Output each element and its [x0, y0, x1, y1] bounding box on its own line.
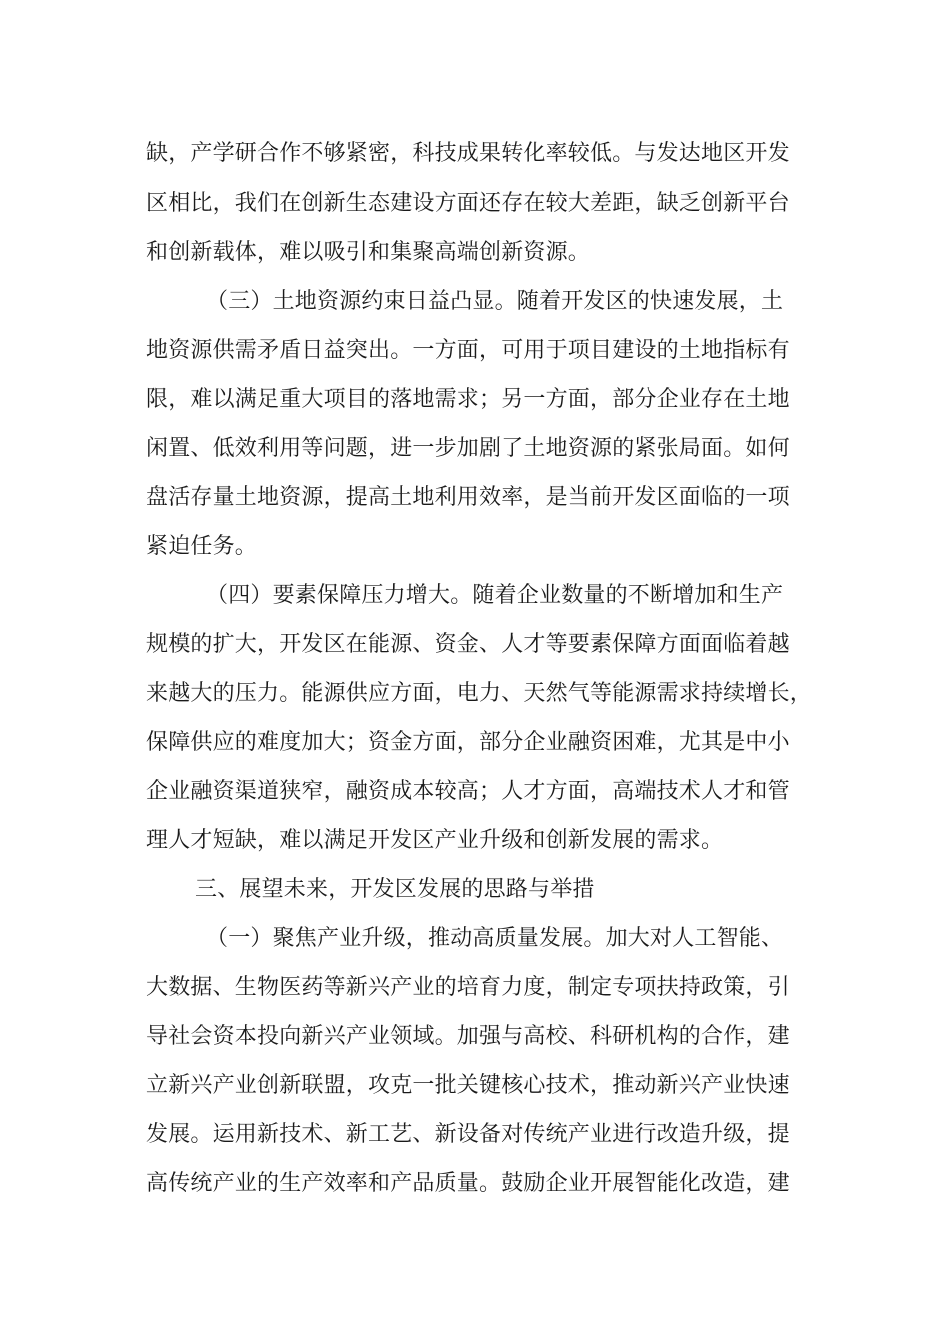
- section-heading-text: 三、展望未来，开发区发展的思路与举措: [195, 877, 595, 902]
- text-line: 和创新载体，难以吸引和集聚高端创新资源。: [146, 240, 591, 265]
- text-line: 高传统产业的生产效率和产品质量。鼓励企业开展智能化改造，建: [146, 1171, 790, 1196]
- text-line: 盘活存量土地资源，提高土地利用效率，是当前开发区面临的一项: [146, 485, 790, 510]
- text-line: 导社会资本投向新兴产业领域。加强与高校、科研机构的合作，建: [146, 1024, 790, 1049]
- text-line: 紧迫任务。: [146, 534, 258, 559]
- text-line: 限，难以满足重大项目的落地需求；另一方面，部分企业存在土地: [146, 387, 790, 412]
- text-line: 规模的扩大，开发区在能源、资金、人才等要素保障方面面临着越: [146, 632, 790, 657]
- text-line: 区相比，我们在创新生态建设方面还存在较大差距，缺乏创新平台: [146, 191, 790, 216]
- text-line: 立新兴产业创新联盟，攻克一批关键核心技术，推动新兴产业快速: [146, 1073, 790, 1098]
- text-line: 大数据、生物医药等新兴产业的培育力度，制定专项扶持政策，引: [146, 975, 790, 1000]
- text-line: 发展。运用新技术、新工艺、新设备对传统产业进行改造升级，提: [146, 1122, 790, 1147]
- text-line: （一）聚焦产业升级，推动高质量发展。加大对人工智能、: [206, 926, 784, 951]
- text-line: 缺，产学研合作不够紧密，科技成果转化率较低。与发达地区开发: [146, 141, 790, 166]
- text-line: 保障供应的难度加大；资金方面，部分企业融资困难，尤其是中小: [146, 730, 790, 755]
- text-line: 理人才短缺，难以满足开发区产业升级和创新发展的需求。: [146, 828, 724, 853]
- text-line: 地资源供需矛盾日益突出。一方面，可用于项目建设的土地指标有: [146, 338, 790, 363]
- text-line: （三）土地资源约束日益凸显。随着开发区的快速发展，土: [206, 289, 784, 314]
- text-line: 来越大的压力。能源供应方面，电力、天然气等能源需求持续增长，: [146, 681, 813, 706]
- text-line: 企业融资渠道狭窄，融资成本较高；人才方面，高端技术人才和管: [146, 779, 790, 804]
- text-line: 闲置、低效利用等问题，进一步加剧了土地资源的紧张局面。如何: [146, 436, 790, 461]
- text-line: （四）要素保障压力增大。随着企业数量的不断增加和生产: [206, 583, 784, 608]
